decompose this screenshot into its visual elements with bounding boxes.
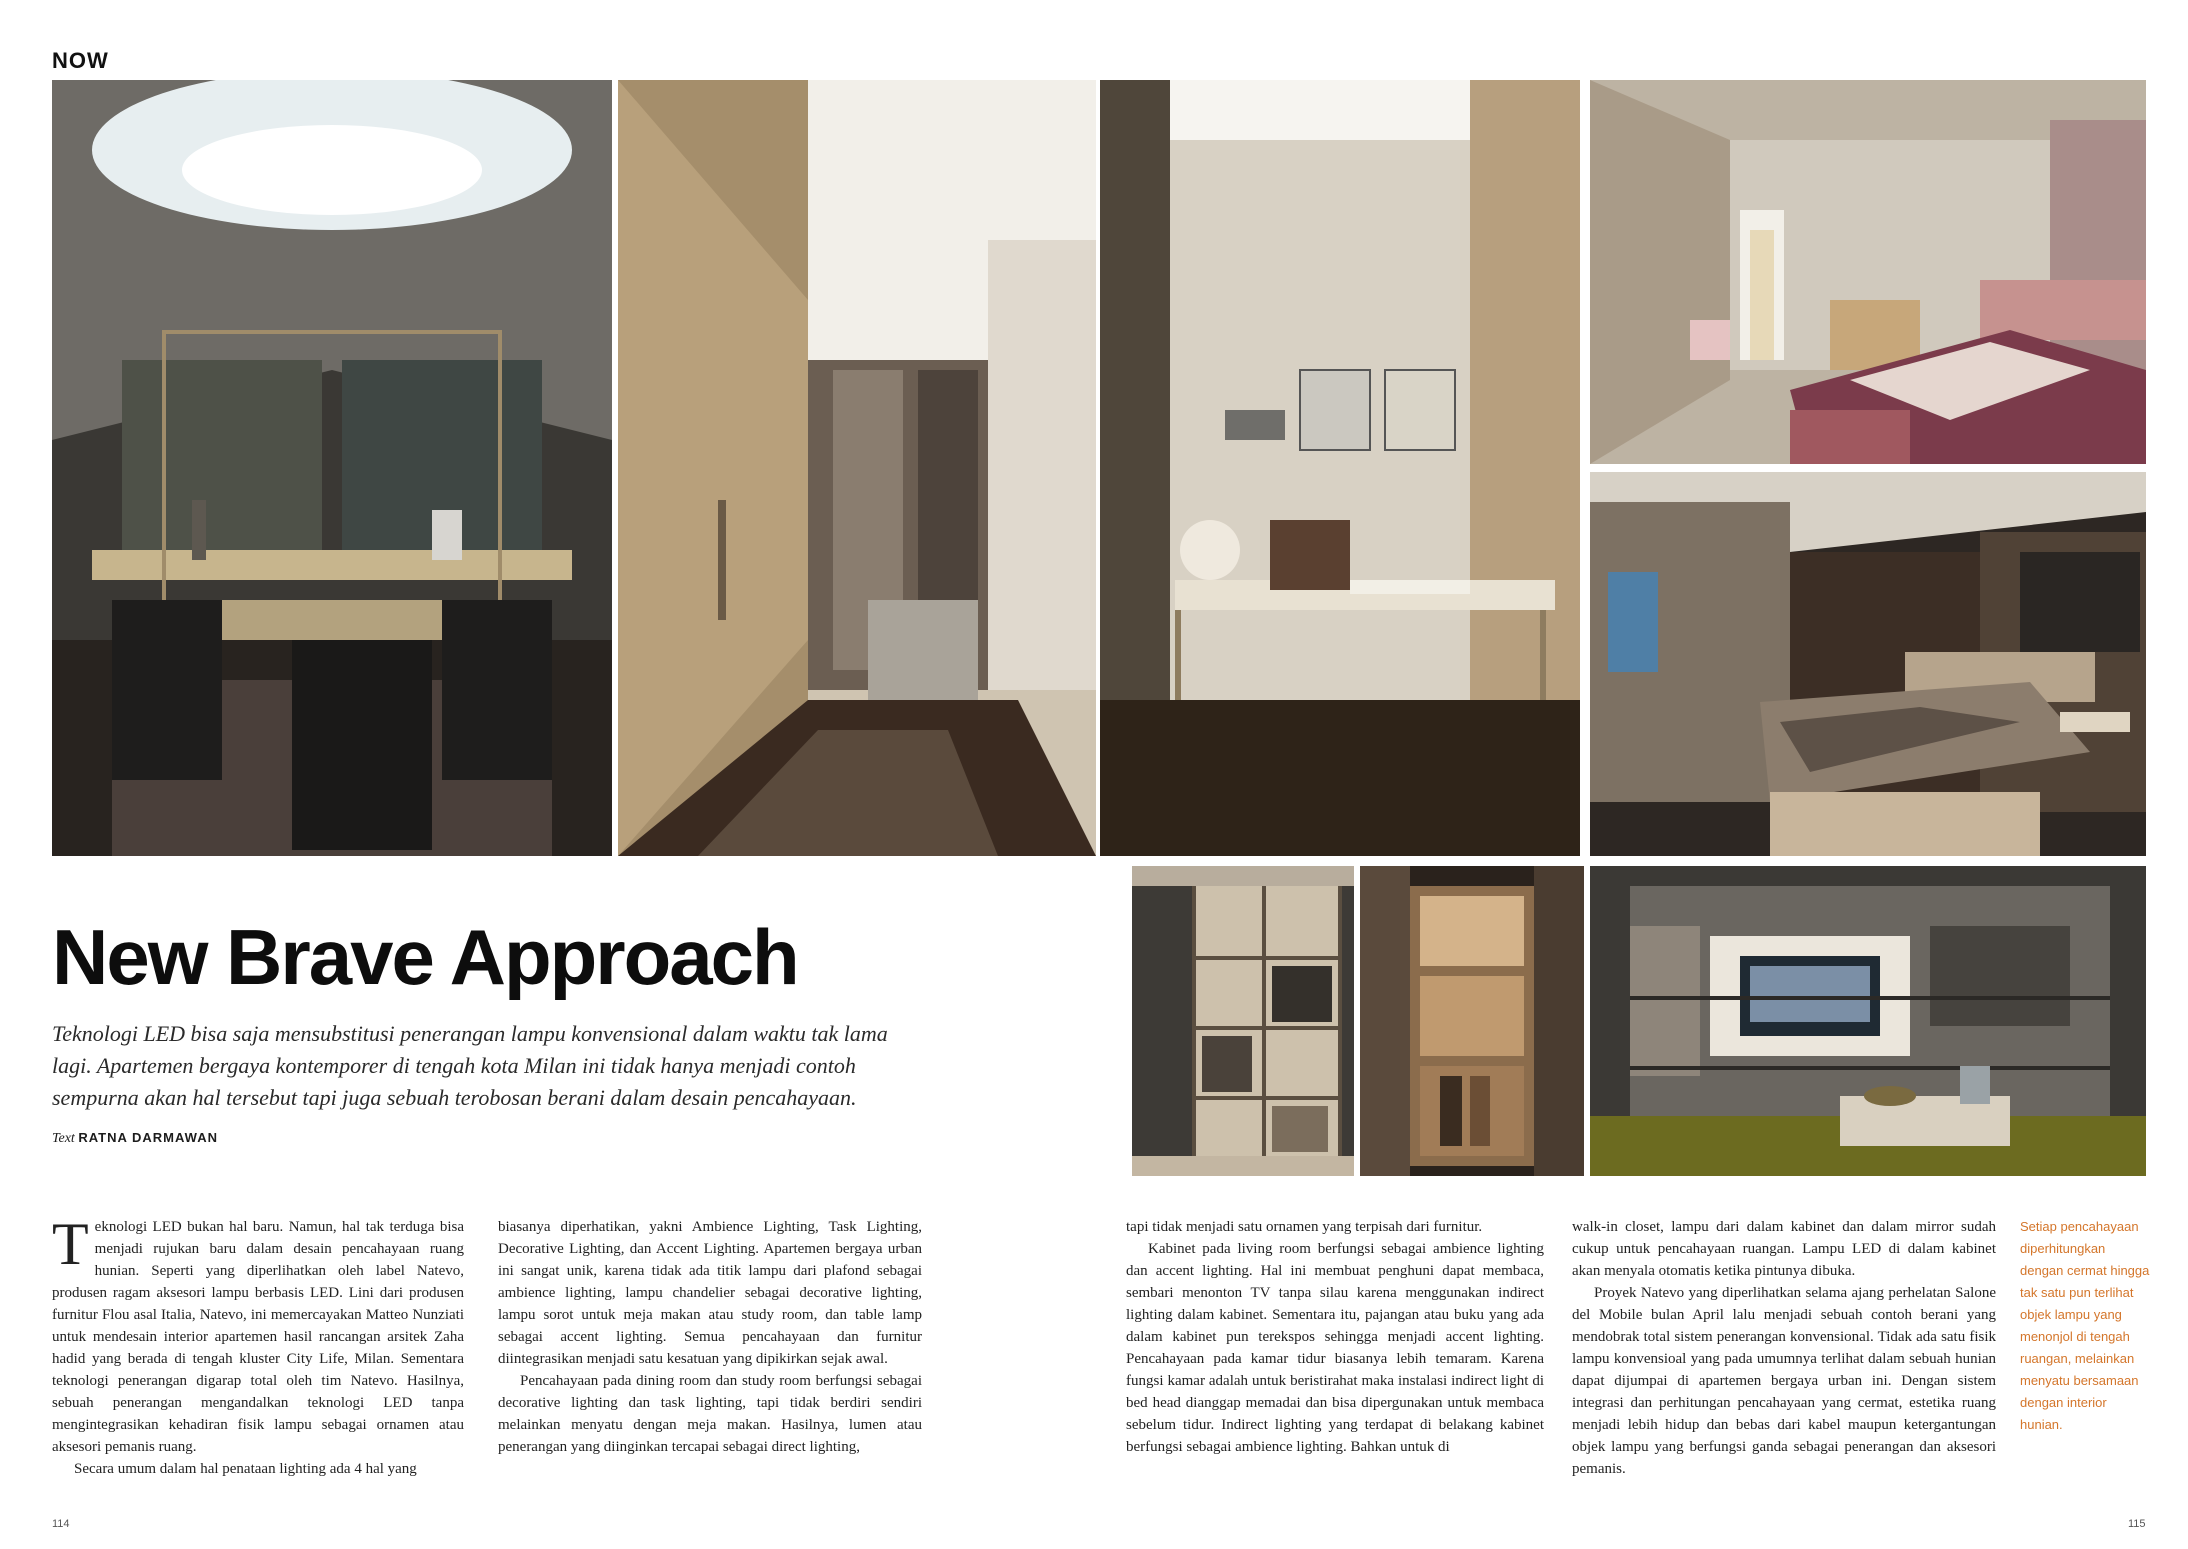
photo-bedroom-2 [1590, 472, 2146, 856]
body-column-4 [1572, 1216, 1996, 1480]
body-column-3 [1126, 1216, 1544, 1458]
section-label: NOW [52, 48, 109, 73]
photo-living-room [1590, 866, 2146, 1176]
col3-paragraph-1: tapi tidak menjadi satu ornamen yang terpisah dari furnitur. [1126, 1219, 1483, 1235]
photo-dining-room [52, 80, 612, 856]
author-credit [52, 1130, 218, 1147]
page-number-right: 115 [2128, 1518, 2146, 1530]
photo-study-room [1100, 80, 1580, 856]
photo-walk-in-closet [1360, 866, 1584, 1176]
col2-paragraph-1: biasanya diperhatikan, yakni Ambience Lighting, Task Lighting, Decorative Lighting, dan Accent Lighting. Apartemen bergaya urban ini sangat unik, karena tidak ada titik lampu dari plafond sebagai ambience lighting, lampu chandelier sebagai decorative lighting, lampu sorot untuk meja makan atau study room, dan table lamp sebagai accent lighting. Semua pencahayaan dan furnitur diintegrasikan menjadi satu kesatuan yang dipikirkan sejak awal. [498, 1219, 922, 1367]
credit-prefix: Text [52, 1131, 75, 1146]
photo-bedroom-1 [1590, 80, 2146, 464]
article-title: New Brave Approach [52, 913, 798, 1001]
body-column-1 [52, 1211, 464, 1480]
body-column-2 [498, 1216, 922, 1458]
article-lede: Teknologi LED bisa saja mensubstitusi penerangan lampu konvensional dalam waktu tak lama lagi. Apartemen bergaya kontemporer di tengah kota Milan ini tidak hanya menjadi contoh sempurna akan hal tersebut tapi juga sebuah terobosan berani dalam desain pencahayaan. [52, 1021, 888, 1110]
photo-shelving [1132, 866, 1354, 1176]
author-name: RATNA DARMAWAN [78, 1130, 218, 1145]
col1-paragraph-1: eknologi LED bukan hal baru. Namun, hal tak terduga bisa menjadi rujukan baru dalam desain pencahayaan ruang hunian. Seperti yang diperlihatkan oleh label Natevo, produsen ragam aksesori lampu berbasis LED. Lini dari produsen furnitur Flou asal Italia, Natevo, ini memercayakan Matteo Nunziati untuk mendesain interior apartemen hasil rancangan arsitek Zaha hadid yang berada di tengah kluster City Life, Milan. Sementara teknologi penerangan digarap total oleh tim Natevo. Hasilnya, sebuah penerangan mengandalkan teknologi LED tanpa mengintegrasikan kehadiran fisik lampu sebagai ornamen atau aksesori pemanis ruang. [52, 1219, 464, 1455]
photo-corridor [618, 80, 1096, 856]
page-number-left: 114 [52, 1518, 70, 1530]
col4-paragraph-2: Proyek Natevo yang diperlihatkan selama ajang perhelatan Salone del Mobile bulan April lalu menjadi sebuah contoh berani yang mendobrak total sistem penerangan konvensional. Tidak ada satu fisik lampu konvensioal yang pada umumnya terlihat dalam sebuah hunian dapat dijumpai di apartemen bergaya urban ini. Dengan sistem integrasi dan perhitungan pencahayaan yang cermat, estetika ruang menjadi lebih hidup dan bebas dari kabel maupun ketergantungan objek lampu yang berfungsi ganda sebagai penerangan dan aksesori pemanis. [1572, 1285, 1996, 1477]
col2-paragraph-2: Pencahayaan pada dining room dan study room berfungsi sebagai decorative lighting dan task lighting, tapi tidak berdiri sendiri melainkan menyatu dengan meja makan. Hasilnya, lumen atau penerangan yang diinginkan tercapai sebagai direct lighting, [498, 1373, 922, 1455]
col3-paragraph-2: Kabinet pada living room berfungsi sebagai ambience lighting dan accent lighting. Hal ini membuat penghuni dapat membaca, sembari menonton TV tanpa silau karena menggunakan indirect lighting dalam kabinet. Sementara itu, pajangan atau buku yang ada dalam kabinet pun terekspos sehingga menjadi accent lighting. Pencahayaan pada kamar tidur biasanya lebih temaram. Karena fungsi kamar adalah untuk beristirahat maka instalasi indirect light di bed head dianggap memadai dan bisa dipergunakan untuk membaca sebelum tidur. Indirect lighting yang terdapat di belakang kabinet berfungsi sebagai ambience lighting. Bahkan untuk di [1126, 1241, 1544, 1455]
drop-cap: T [52, 1211, 89, 1277]
col1-paragraph-2: Secara umum dalam hal penataan lighting ada 4 hal yang [74, 1461, 417, 1477]
col4-paragraph-1: walk-in closet, lampu dari dalam kabinet dan dalam mirror sudah cukup untuk pencahayaan ruangan. Lampu LED di dalam kabinet akan menyala otomatis ketika pintunya dibuka. [1572, 1219, 1996, 1279]
pull-quote: Setiap pencahayaan diperhitungkan dengan cermat hingga tak satu pun terlihat objek lampu yang menonjol di tengah ruangan, melainkan menyatu bersamaan dengan interior hunian. [2020, 1219, 2150, 1432]
